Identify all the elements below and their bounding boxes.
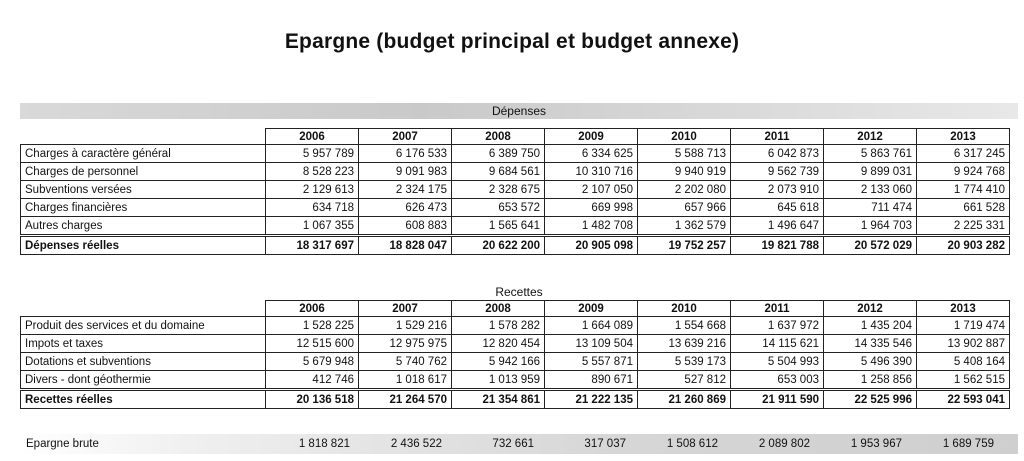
- header-blank-cell: [21, 129, 266, 145]
- cell-value: 5 408 164: [917, 353, 1010, 371]
- table-row: [21, 145, 1010, 163]
- cell-value: 1 508 612: [666, 438, 718, 450]
- cell-value: 1 818 821: [298, 438, 350, 450]
- recettes-table: [20, 300, 1010, 409]
- cell-value: 9 091 983: [359, 163, 452, 181]
- cell-value: 19 752 257: [638, 236, 731, 255]
- cell-value: 1 774 410: [917, 181, 1010, 199]
- row-label: Subventions versées: [21, 181, 266, 199]
- year-header: 2006: [266, 301, 359, 317]
- cell-value: 2 324 175: [359, 181, 452, 199]
- cell-value: 1 964 703: [824, 217, 917, 236]
- cell-value: 1 953 967: [850, 438, 902, 450]
- cell-value: 18 317 697: [266, 236, 359, 255]
- cell-value: 645 618: [731, 199, 824, 217]
- cell-value: 21 354 861: [452, 390, 545, 409]
- cell-value: 653 003: [731, 371, 824, 390]
- year-header: 2007: [359, 129, 452, 145]
- row-label: Dotations et subventions: [21, 353, 266, 371]
- section-header-recettes: Recettes: [495, 285, 543, 299]
- table-row: [21, 199, 1010, 217]
- cell-value: 14 335 546: [824, 335, 917, 353]
- cell-value: 12 975 975: [359, 335, 452, 353]
- table-row: [21, 317, 1010, 335]
- cell-value: 18 828 047: [359, 236, 452, 255]
- section-header-depenses: Dépenses: [20, 103, 1018, 119]
- year-header-row: [21, 129, 1010, 145]
- row-label: Epargne brute: [26, 438, 99, 450]
- cell-value: 5 496 390: [824, 353, 917, 371]
- year-header: 2008: [452, 129, 545, 145]
- row-label: Produit des services et du domaine: [21, 317, 266, 335]
- cell-value: 22 525 996: [824, 390, 917, 409]
- table-row: [21, 217, 1010, 236]
- cell-value: 5 863 761: [824, 145, 917, 163]
- cell-value: 2 202 080: [638, 181, 731, 199]
- cell-value: 5 504 993: [731, 353, 824, 371]
- cell-value: 1 067 355: [266, 217, 359, 236]
- year-header: 2006: [266, 129, 359, 145]
- row-label: Impots et taxes: [21, 335, 266, 353]
- cell-value: 21 222 135: [545, 390, 638, 409]
- cell-value: 21 260 869: [638, 390, 731, 409]
- cell-value: 20 903 282: [917, 236, 1010, 255]
- row-label: Recettes réelles: [21, 390, 266, 409]
- cell-value: 20 622 200: [452, 236, 545, 255]
- cell-value: 1 018 617: [359, 371, 452, 390]
- year-header: 2008: [452, 301, 545, 317]
- cell-value: 1 562 515: [917, 371, 1010, 390]
- table-row: [21, 353, 1010, 371]
- table-row: [21, 335, 1010, 353]
- total-row-recettes: [21, 390, 1010, 409]
- cell-value: 634 718: [266, 199, 359, 217]
- year-header: 2007: [359, 301, 452, 317]
- table-row: [21, 371, 1010, 390]
- cell-value: 5 588 713: [638, 145, 731, 163]
- cell-value: 10 310 716: [545, 163, 638, 181]
- cell-value: 9 899 031: [824, 163, 917, 181]
- cell-value: 1 578 282: [452, 317, 545, 335]
- cell-value: 653 572: [452, 199, 545, 217]
- cell-value: 14 115 621: [731, 335, 824, 353]
- cell-value: 9 924 768: [917, 163, 1010, 181]
- cell-value: 317 037: [584, 438, 626, 450]
- row-label: Dépenses réelles: [21, 236, 266, 255]
- cell-value: 6 317 245: [917, 145, 1010, 163]
- cell-value: 20 572 029: [824, 236, 917, 255]
- cell-value: 657 966: [638, 199, 731, 217]
- cell-value: 890 671: [545, 371, 638, 390]
- row-label: Charges à caractère général: [21, 145, 266, 163]
- cell-value: 13 109 504: [545, 335, 638, 353]
- year-header: 2013: [917, 301, 1010, 317]
- table-row: [21, 163, 1010, 181]
- cell-value: 12 515 600: [266, 335, 359, 353]
- cell-value: 5 957 789: [266, 145, 359, 163]
- row-label: Divers - dont géothermie: [21, 371, 266, 390]
- year-header: 2010: [638, 129, 731, 145]
- cell-value: 6 176 533: [359, 145, 452, 163]
- cell-value: 2 133 060: [824, 181, 917, 199]
- cell-value: 1 362 579: [638, 217, 731, 236]
- cell-value: 20 905 098: [545, 236, 638, 255]
- cell-value: 527 812: [638, 371, 731, 390]
- cell-value: 22 593 041: [917, 390, 1010, 409]
- cell-value: 9 940 919: [638, 163, 731, 181]
- cell-value: 1 258 856: [824, 371, 917, 390]
- cell-value: 711 474: [824, 199, 917, 217]
- cell-value: 2 328 675: [452, 181, 545, 199]
- cell-value: 412 746: [266, 371, 359, 390]
- cell-value: 5 679 948: [266, 353, 359, 371]
- cell-value: 2 225 331: [917, 217, 1010, 236]
- cell-value: 19 821 788: [731, 236, 824, 255]
- cell-value: 13 639 216: [638, 335, 731, 353]
- table-row: [21, 181, 1010, 199]
- cell-value: 21 911 590: [731, 390, 824, 409]
- cell-value: 1 013 959: [452, 371, 545, 390]
- row-label: Charges financières: [21, 199, 266, 217]
- cell-value: 732 661: [492, 438, 534, 450]
- cell-value: 8 528 223: [266, 163, 359, 181]
- row-label: Autres charges: [21, 217, 266, 236]
- cell-value: 2 107 050: [545, 181, 638, 199]
- cell-value: 608 883: [359, 217, 452, 236]
- header-blank-cell: [21, 301, 266, 317]
- cell-value: 5 539 173: [638, 353, 731, 371]
- cell-value: 1 482 708: [545, 217, 638, 236]
- page-title: Epargne (budget principal et budget annexe): [284, 30, 740, 53]
- cell-value: 1 689 759: [942, 438, 994, 450]
- total-row-depenses: [21, 236, 1010, 255]
- year-header: 2009: [545, 129, 638, 145]
- cell-value: 1 529 216: [359, 317, 452, 335]
- cell-value: 6 389 750: [452, 145, 545, 163]
- cell-value: 5 942 166: [452, 353, 545, 371]
- cell-value: 1 528 225: [266, 317, 359, 335]
- cell-value: 13 902 887: [917, 335, 1010, 353]
- cell-value: 6 334 625: [545, 145, 638, 163]
- year-header: 2011: [731, 301, 824, 317]
- cell-value: 2 089 802: [758, 438, 810, 450]
- epargne-brute-row: [20, 434, 1018, 454]
- cell-value: 6 042 873: [731, 145, 824, 163]
- cell-value: 5 557 871: [545, 353, 638, 371]
- cell-value: 2 129 613: [266, 181, 359, 199]
- cell-value: 21 264 570: [359, 390, 452, 409]
- cell-value: 1 496 647: [731, 217, 824, 236]
- year-header: 2011: [731, 129, 824, 145]
- cell-value: 12 820 454: [452, 335, 545, 353]
- cell-value: 669 998: [545, 199, 638, 217]
- cell-value: 1 719 474: [917, 317, 1010, 335]
- cell-value: 1 565 641: [452, 217, 545, 236]
- year-header: 2013: [917, 129, 1010, 145]
- year-header-row: [21, 301, 1010, 317]
- cell-value: 2 436 522: [390, 438, 442, 450]
- year-header: 2012: [824, 129, 917, 145]
- cell-value: 661 528: [917, 199, 1010, 217]
- cell-value: 1 554 668: [638, 317, 731, 335]
- cell-value: 626 473: [359, 199, 452, 217]
- cell-value: 5 740 762: [359, 353, 452, 371]
- cell-value: 1 664 089: [545, 317, 638, 335]
- cell-value: 9 684 561: [452, 163, 545, 181]
- year-header: 2009: [545, 301, 638, 317]
- cell-value: 1 435 204: [824, 317, 917, 335]
- cell-value: 20 136 518: [266, 390, 359, 409]
- year-header: 2010: [638, 301, 731, 317]
- depenses-table: [20, 128, 1010, 255]
- cell-value: 9 562 739: [731, 163, 824, 181]
- cell-value: 1 637 972: [731, 317, 824, 335]
- year-header: 2012: [824, 301, 917, 317]
- cell-value: 2 073 910: [731, 181, 824, 199]
- row-label: Charges de personnel: [21, 163, 266, 181]
